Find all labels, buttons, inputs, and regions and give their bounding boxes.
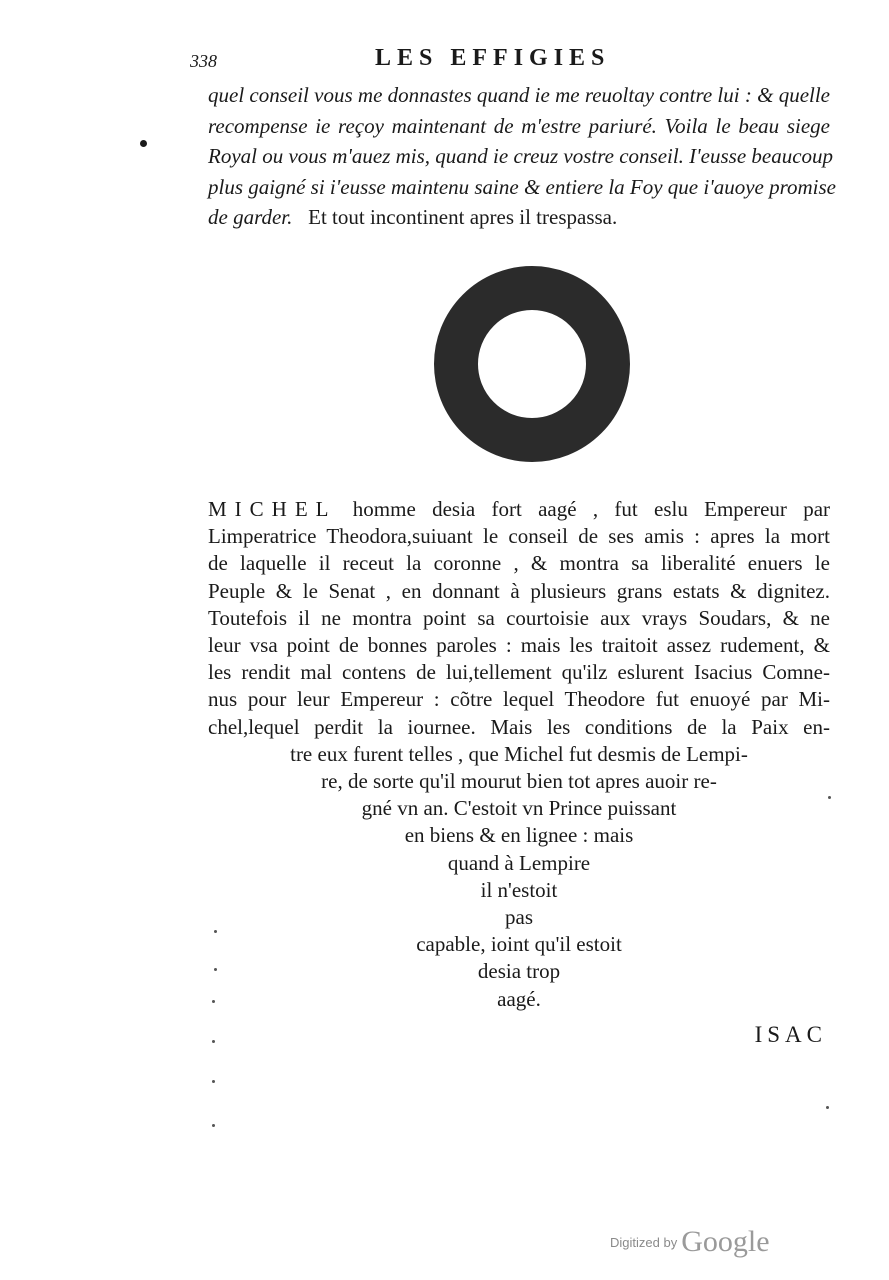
body-line: de laquelle il receut la coronne , & montra sa liberalité enuers le (208, 551, 830, 576)
running-head: LES EFFIGIES (375, 45, 611, 71)
body-line: les rendit mal contens de lui,tellement qu'ilz eslurent Isacius Comne- (208, 660, 830, 685)
body-line: desia trop (477, 959, 561, 984)
body-line: leur vsa point de bonnes paroles : mais les traitoit assez rudement, & (208, 633, 830, 658)
main-paragraph (208, 496, 830, 1013)
page-number: 338 (190, 51, 217, 71)
intro-tail: Et tout incontinent apres il trespassa. (308, 205, 618, 229)
intro-line: recompense ie reçoy maintenant de m'estre pariuré. Voila le beau siege (208, 113, 830, 138)
catchword: ISAC (754, 1022, 827, 1047)
medallion-ring (456, 288, 608, 440)
margin-speck (214, 968, 217, 971)
margin-speck (826, 1106, 829, 1109)
body-line: aagé. (497, 986, 541, 1011)
intro-line: de garder. (208, 205, 293, 229)
body-line: Limperatrice Theodora,suiuant le conseil de ses amis : apres la mort (208, 524, 830, 549)
body-line: tre eux furent telles , que Michel fut desmis de Lempi- (290, 741, 748, 766)
intro-paragraph (208, 80, 836, 233)
margin-speck (214, 930, 217, 933)
body-line-first (208, 496, 830, 523)
intro-line: Royal ou vous m'auez mis, quand ie creuz vostre conseil. I'eusse beaucoup (208, 144, 834, 168)
body-line: Toutefois il ne montra point sa courtoisie aux vrays Soudars, & ne (208, 605, 830, 630)
margin-speck (212, 1124, 215, 1127)
page-header (190, 45, 830, 77)
body-line: capable, ioint qu'il estoit (416, 932, 622, 957)
intro-line: quel conseil vous me donnastes quand ie me reuoltay contre lui : & quelle (208, 83, 830, 107)
google-logo: Google (681, 1225, 770, 1258)
body-line: pas (505, 905, 533, 930)
margin-speck (212, 1040, 215, 1043)
body-line: nus pour leur Empereur : cõtre lequel Theodore fut enuoyé par Mi- (208, 687, 830, 712)
body-line: il n'estoit (480, 877, 558, 902)
intro-line: plus gaigné si i'eusse maintenu saine & entiere la Foy que i'auoye promise (208, 174, 836, 199)
intro-line-final (208, 202, 830, 233)
margin-speck (212, 1000, 215, 1003)
first-line-text: homme desia fort aagé , fut eslu Empereur par (352, 497, 831, 521)
margin-speck (828, 796, 831, 799)
body-line: Peuple & le Senat , en donnant à plusieurs grans estats & dignitez. (208, 578, 830, 603)
first-word: MICHEL (208, 497, 337, 521)
body-line: chel,lequel perdit la iournee. Mais les conditions de la Paix en- (208, 714, 830, 739)
body-line: re, de sorte qu'il mourut bien tot apres auoir re- (321, 769, 717, 794)
portrait-medallion (432, 264, 632, 464)
margin-speck (212, 1080, 215, 1083)
body-line: en biens & en lignee : mais (404, 823, 634, 848)
margin-dot (140, 140, 147, 147)
body-line: gné vn an. C'estoit vn Prince puissant (361, 796, 677, 821)
body-line: quand à Lempire (447, 850, 591, 875)
digitized-watermark (610, 1225, 770, 1259)
digitized-prefix: Digitized by (610, 1235, 678, 1250)
